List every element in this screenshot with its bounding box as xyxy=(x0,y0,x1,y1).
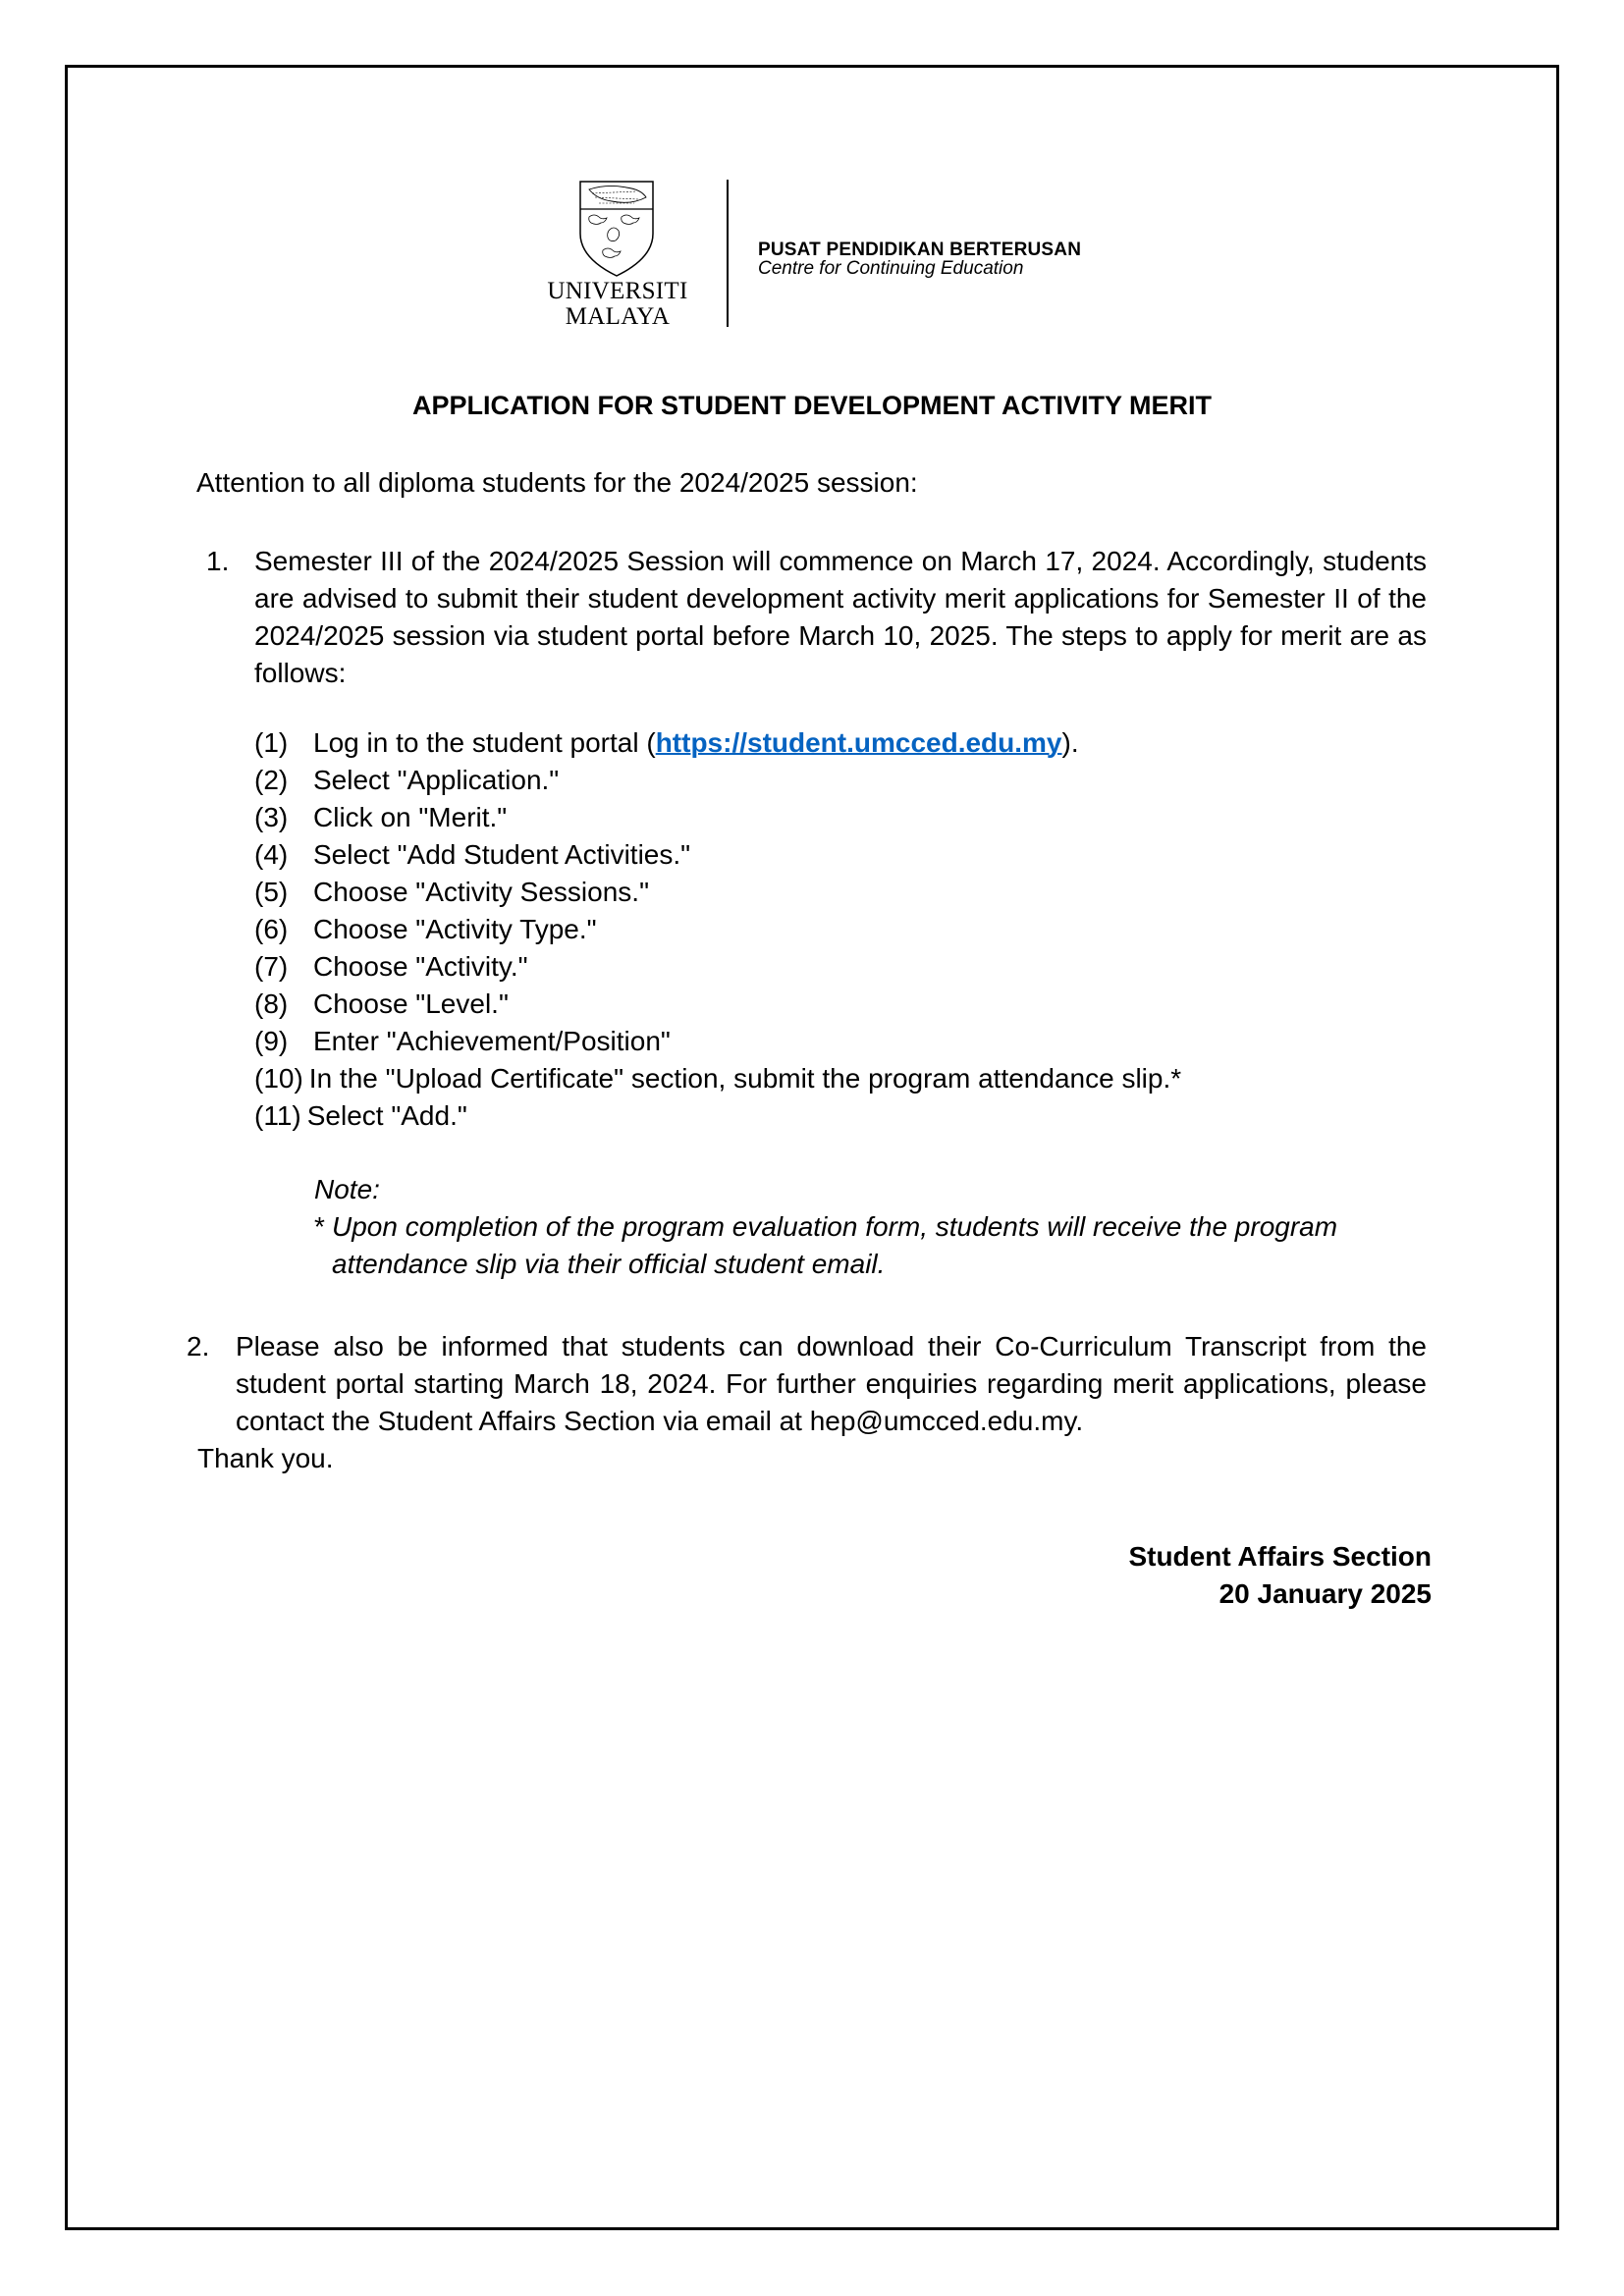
signature-department: Student Affairs Section xyxy=(1128,1541,1432,1572)
step-item xyxy=(254,799,1181,836)
step-item xyxy=(254,1023,1181,1060)
section-1-text: Semester III of the 2024/2025 Session will commence on March 17, 2024. Accordingly, students are advised to submit their student development activity merit applications for Semester II of the 2024/2025 session via student portal before March 10, 2025. The steps to apply for merit are as follows: xyxy=(254,546,1427,688)
step-number: (4) xyxy=(254,839,289,870)
step-text-suffix: ). xyxy=(1061,727,1079,758)
step-item xyxy=(254,1097,1181,1135)
step-number: (5) xyxy=(254,877,289,907)
step-number: (1) xyxy=(254,727,289,758)
step-text: In the "Upload Certificate" section, submit the program attendance slip.* xyxy=(308,1063,1182,1094)
step-item xyxy=(254,986,1181,1023)
student-portal-link[interactable]: https://student.umcced.edu.my xyxy=(655,727,1062,758)
step-text: Choose "Activity Sessions." xyxy=(313,877,650,907)
step-item xyxy=(254,911,1181,948)
signature-block xyxy=(1128,1538,1432,1613)
section-2-text: Please also be informed that students can download their Co-Curriculum Transcript from the student portal starting March 18, 2024. For further enquiries regarding merit applications, please contact the Student Affairs Section via email at hep@umcced.edu.my. xyxy=(236,1331,1427,1436)
attention-line: Attention to all diploma students for the 2024/2025 session: xyxy=(196,467,918,498)
note-text xyxy=(314,1208,1434,1283)
step-number: (8) xyxy=(254,988,289,1019)
signature-date: 20 January 2025 xyxy=(1218,1578,1432,1609)
step-text: Choose "Activity." xyxy=(313,951,528,982)
step-text: Select "Application." xyxy=(313,765,560,795)
step-text-prefix: Log in to the student portal ( xyxy=(313,727,656,758)
note-asterisk: * xyxy=(314,1211,325,1242)
step-text: Enter "Achievement/Position" xyxy=(313,1026,671,1056)
header-divider xyxy=(727,180,729,327)
step-text: Select "Add." xyxy=(306,1100,467,1131)
step-number: (7) xyxy=(254,951,289,982)
step-text: Click on "Merit." xyxy=(313,802,508,832)
centre-name-malay: PUSAT PENDIDIKAN BERTERUSAN xyxy=(758,240,1082,260)
step-text xyxy=(313,724,1079,762)
university-name xyxy=(538,279,697,330)
step-item xyxy=(254,724,1181,762)
steps-list xyxy=(254,724,1181,1135)
step-number: (2) xyxy=(254,765,289,795)
step-item xyxy=(254,874,1181,911)
step-item xyxy=(254,1060,1181,1097)
step-item xyxy=(254,948,1181,986)
step-number: (6) xyxy=(254,914,289,944)
section-1-number: 1. xyxy=(206,546,230,576)
centre-name-english: Centre for Continuing Education xyxy=(758,258,1024,279)
step-number: (9) xyxy=(254,1026,289,1056)
university-name-line1: UNIVERSITI xyxy=(547,278,688,304)
note-line-1: Upon completion of the program evaluation form, students will receive the program xyxy=(332,1211,1338,1242)
step-number: (10) xyxy=(254,1063,303,1094)
step-item xyxy=(254,836,1181,874)
closing-text: Thank you. xyxy=(197,1443,334,1473)
step-text: Choose "Level." xyxy=(313,988,509,1019)
document-title: APPLICATION FOR STUDENT DEVELOPMENT ACTIVITY MERIT xyxy=(411,391,1213,420)
university-name-line2: MALAYA xyxy=(565,303,671,330)
step-number: (3) xyxy=(254,802,289,832)
step-text: Choose "Activity Type." xyxy=(313,914,597,944)
note-line-2: attendance slip via their official student email. xyxy=(332,1249,886,1279)
step-item xyxy=(254,762,1181,799)
section-2-number: 2. xyxy=(187,1331,210,1362)
note-label: Note: xyxy=(314,1174,380,1204)
step-text: Select "Add Student Activities." xyxy=(313,839,691,870)
page-border xyxy=(65,65,1559,2230)
step-number: (11) xyxy=(254,1100,301,1131)
university-crest-shield-icon xyxy=(577,180,656,278)
